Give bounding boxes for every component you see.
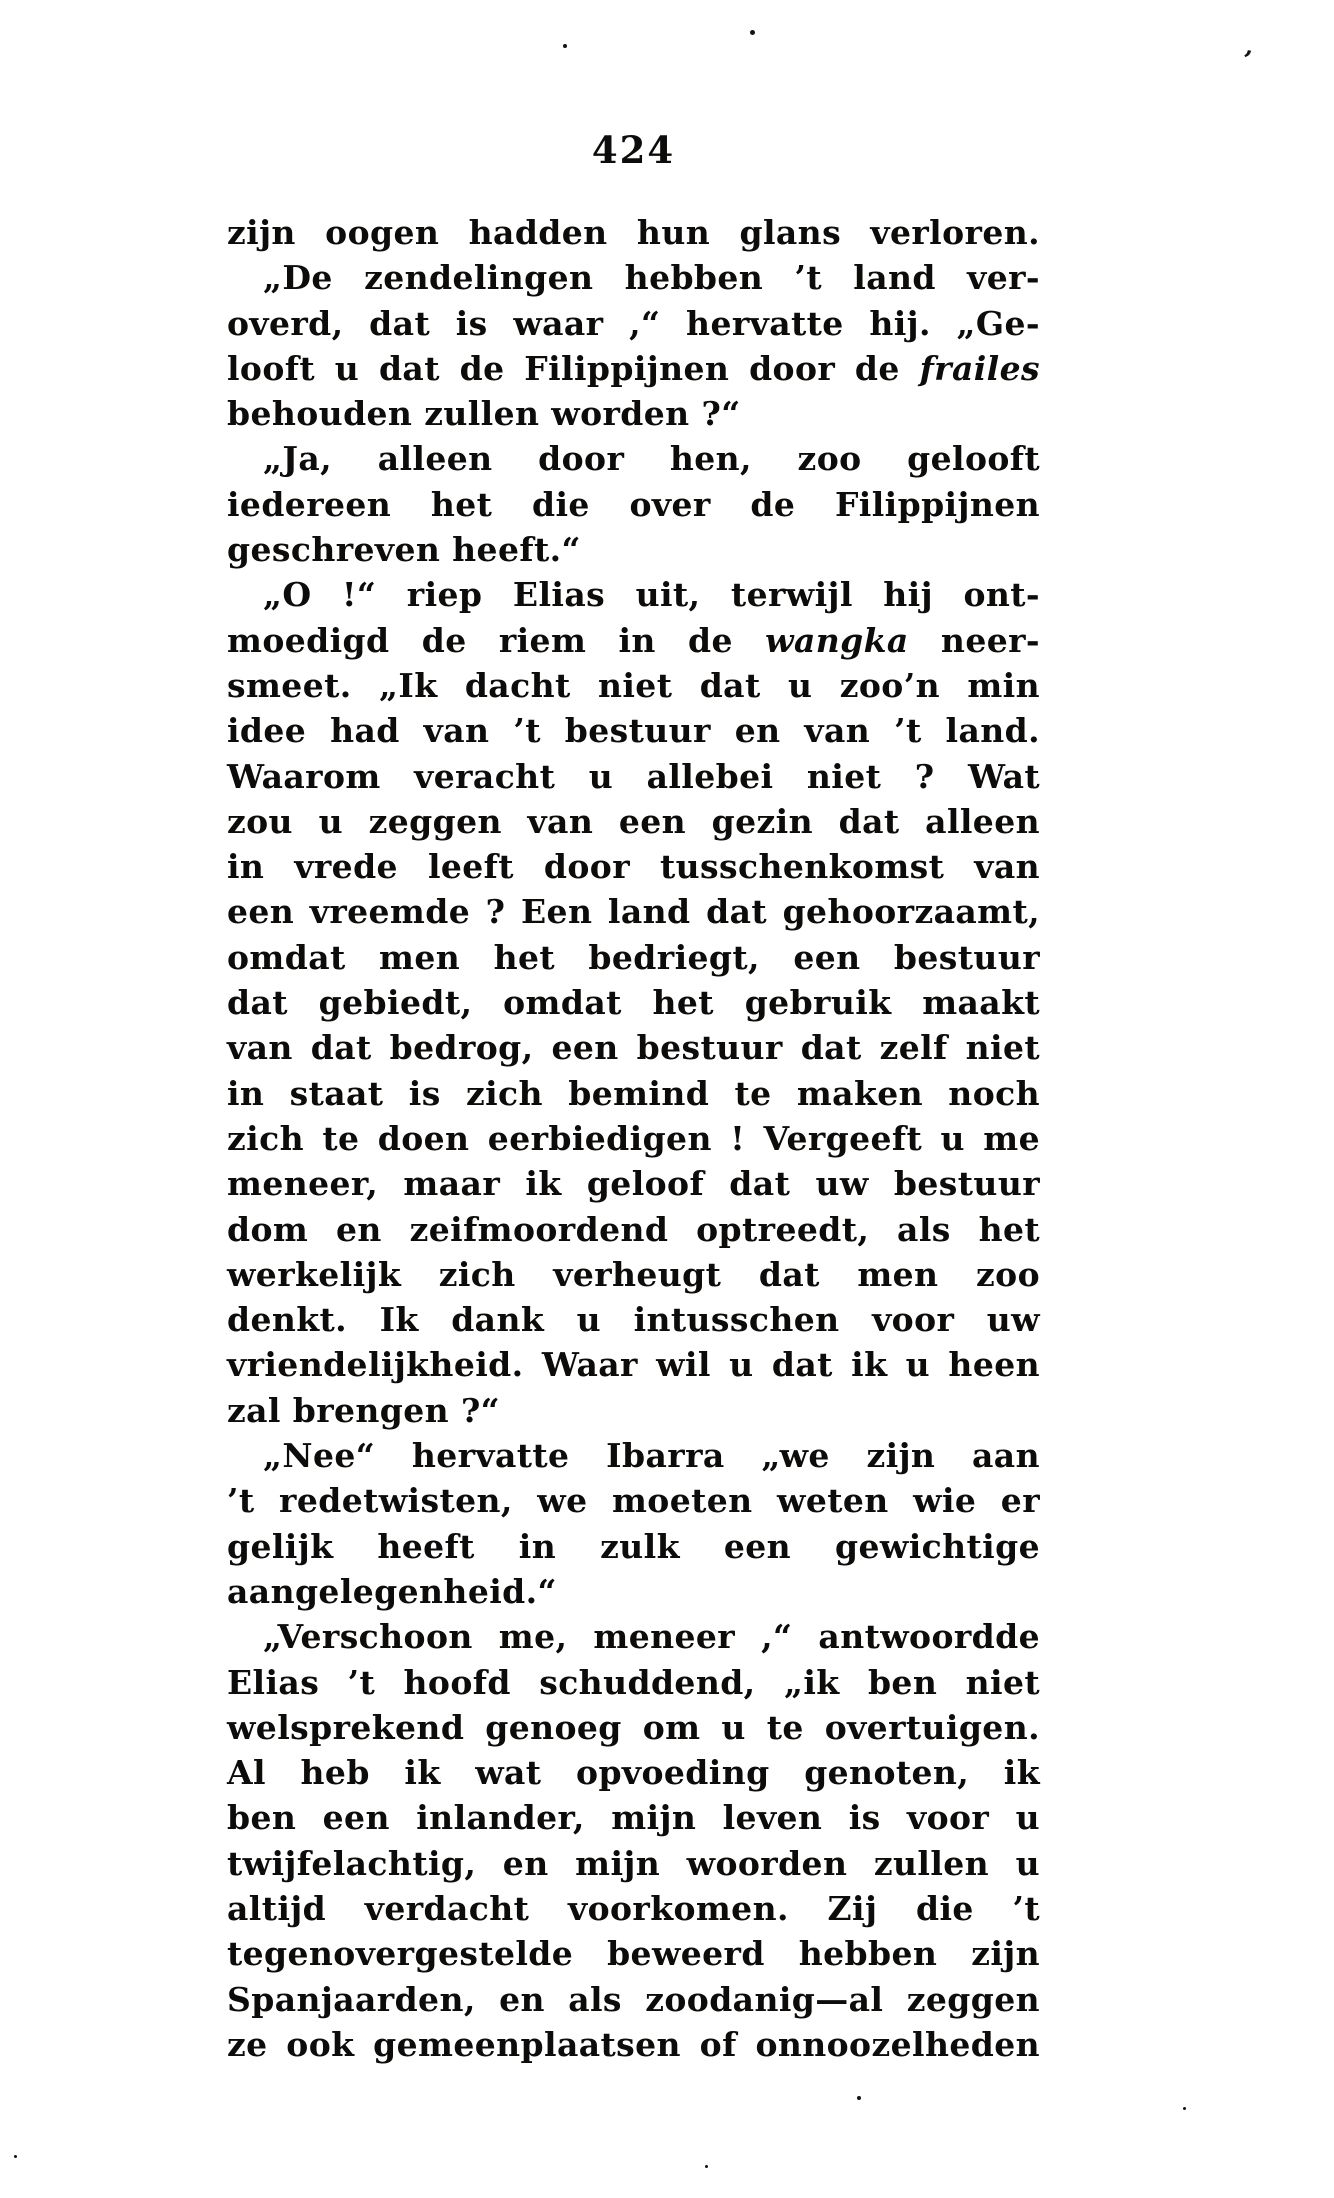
text-segment: een vreemde ? Een land dat gehoorzaamt, xyxy=(227,892,1040,932)
text-segment: idee had van ’t bestuur en van ’t land. xyxy=(227,711,1040,751)
text-segment: overd, dat is waar ,“ hervatte hij. „Ge- xyxy=(227,303,1040,343)
text-line xyxy=(227,572,1040,617)
text-segment: van dat bedrog, een bestuur dat zelf niet xyxy=(227,1028,1040,1068)
text-line xyxy=(227,1660,1040,1705)
text-segment: zich te doen eerbiedigen ! Vergeeft u me xyxy=(227,1118,1040,1158)
text-segment: zijn oogen hadden hun glans verloren. xyxy=(227,213,1040,252)
text-segment: Al heb ik wat opvoeding genoten, ik xyxy=(227,1753,1040,1793)
italic-word: frailes xyxy=(919,348,1040,388)
text-segment: „O !“ riep Elias uit, terwijl hij ont- xyxy=(263,575,1040,615)
text-line xyxy=(227,1841,1040,1886)
text-segment: neer- xyxy=(908,620,1040,660)
text-segment: dom en zeifmoordend optreedt, als het xyxy=(227,1209,1040,1249)
text-segment: „De zendelingen hebben ’t land ver- xyxy=(263,258,1040,298)
text-line xyxy=(227,436,1040,481)
text-line xyxy=(227,799,1040,844)
text-segment: denkt. Ik dank u intusschen voor uw xyxy=(227,1300,1040,1340)
italic-word: wangka xyxy=(765,620,909,660)
text-segment: zal brengen ?“ xyxy=(227,1390,501,1430)
text-line xyxy=(227,1071,1040,1116)
scan-speck xyxy=(750,30,755,35)
text-segment: welsprekend genoeg om u te overtuigen. xyxy=(227,1707,1040,1747)
text-segment: ze ook gemeenplaatsen of onnoozelheden xyxy=(227,2024,1040,2064)
text-line xyxy=(227,1569,1040,1614)
text-line xyxy=(227,889,1040,934)
text-line xyxy=(227,618,1040,663)
text-block xyxy=(227,210,1040,2067)
text-segment: tegenovergestelde beweerd hebben zijn xyxy=(227,1934,1040,1974)
text-line xyxy=(227,1614,1040,1659)
text-line xyxy=(227,391,1040,436)
text-line xyxy=(227,210,1040,255)
text-line xyxy=(227,1750,1040,1795)
text-line xyxy=(227,1116,1040,1161)
text-line xyxy=(227,1207,1040,1252)
text-line xyxy=(227,1524,1040,1569)
text-segment: ben een inlander, mijn leven is voor u xyxy=(227,1798,1040,1838)
text-line xyxy=(227,1252,1040,1297)
text-line xyxy=(227,255,1040,300)
text-segment: smeet. „Ik dacht niet dat u zoo’n min xyxy=(227,665,1040,705)
text-line xyxy=(227,1388,1040,1433)
text-segment: „Verschoon me, meneer ,“ antwoordde xyxy=(263,1617,1040,1657)
text-segment: „Nee“ hervatte Ibarra „we zijn aan xyxy=(263,1436,1040,1476)
text-segment: twijfelachtig, en mijn woorden zullen u xyxy=(227,1843,1040,1883)
text-line xyxy=(227,1342,1040,1387)
text-line xyxy=(227,527,1040,572)
text-line xyxy=(227,1705,1040,1750)
text-line xyxy=(227,1433,1040,1478)
text-segment: meneer, maar ik geloof dat uw bestuur xyxy=(227,1164,1040,1204)
text-segment: behouden zullen worden ?“ xyxy=(227,394,741,434)
text-line xyxy=(227,301,1040,346)
text-segment: Elias ’t hoofd schuddend, „ik ben niet xyxy=(227,1662,1040,1702)
text-line xyxy=(227,1931,1040,1976)
text-segment: geschreven heeft.“ xyxy=(227,530,581,570)
text-line xyxy=(227,708,1040,753)
text-segment: aangelegenheid.“ xyxy=(227,1571,557,1611)
text-line xyxy=(227,754,1040,799)
text-line xyxy=(227,663,1040,708)
text-segment: „Ja, alleen door hen, zoo gelooft xyxy=(263,439,1040,479)
text-line xyxy=(227,1161,1040,1206)
text-line xyxy=(227,2022,1040,2067)
scan-speck xyxy=(705,2165,708,2168)
text-line xyxy=(227,482,1040,527)
text-line xyxy=(227,935,1040,980)
text-segment: gelijk heeft in zulk een gewichtige xyxy=(227,1526,1040,1566)
text-segment: Spanjaarden, en als zoodanig—al zeggen xyxy=(227,1979,1040,2019)
text-segment: moedigd de riem in de xyxy=(227,620,766,660)
text-line xyxy=(227,1886,1040,1931)
text-segment: in vrede leeft door tusschenkomst van xyxy=(227,847,1040,887)
text-line xyxy=(227,1977,1040,2022)
text-segment: omdat men het bedriegt, een bestuur xyxy=(227,937,1040,977)
text-line xyxy=(227,346,1040,391)
scan-speck xyxy=(14,2155,17,2158)
text-line xyxy=(227,1025,1040,1070)
scan-speck xyxy=(563,44,567,48)
scan-mark-apostrophe: ’ xyxy=(1238,45,1255,77)
text-line xyxy=(227,1297,1040,1342)
text-line xyxy=(227,844,1040,889)
scan-speck xyxy=(857,2096,861,2100)
text-segment: Waarom veracht u allebei niet ? Wat xyxy=(227,756,1040,796)
text-segment: ’t redetwisten, we moeten weten wie er xyxy=(227,1481,1040,1521)
page-number: 424 xyxy=(591,128,676,172)
scan-speck xyxy=(1183,2107,1186,2110)
text-segment: dat gebiedt, omdat het gebruik maakt xyxy=(227,983,1040,1023)
text-segment: werkelijk zich verheugt dat men zoo xyxy=(227,1254,1040,1294)
text-segment: looft u dat de Filippijnen door de xyxy=(227,348,920,388)
text-segment: zou u zeggen van een gezin dat alleen xyxy=(227,801,1040,841)
text-segment: in staat is zich bemind te maken noch xyxy=(227,1073,1040,1113)
text-segment: vriendelijkheid. Waar wil u dat ik u heen xyxy=(227,1345,1040,1385)
text-line xyxy=(227,1478,1040,1523)
text-segment: iedereen het die over de Filippijnen xyxy=(227,484,1040,524)
text-segment: altijd verdacht voorkomen. Zij die ’t xyxy=(227,1888,1040,1928)
text-line xyxy=(227,1795,1040,1840)
text-line xyxy=(227,980,1040,1025)
